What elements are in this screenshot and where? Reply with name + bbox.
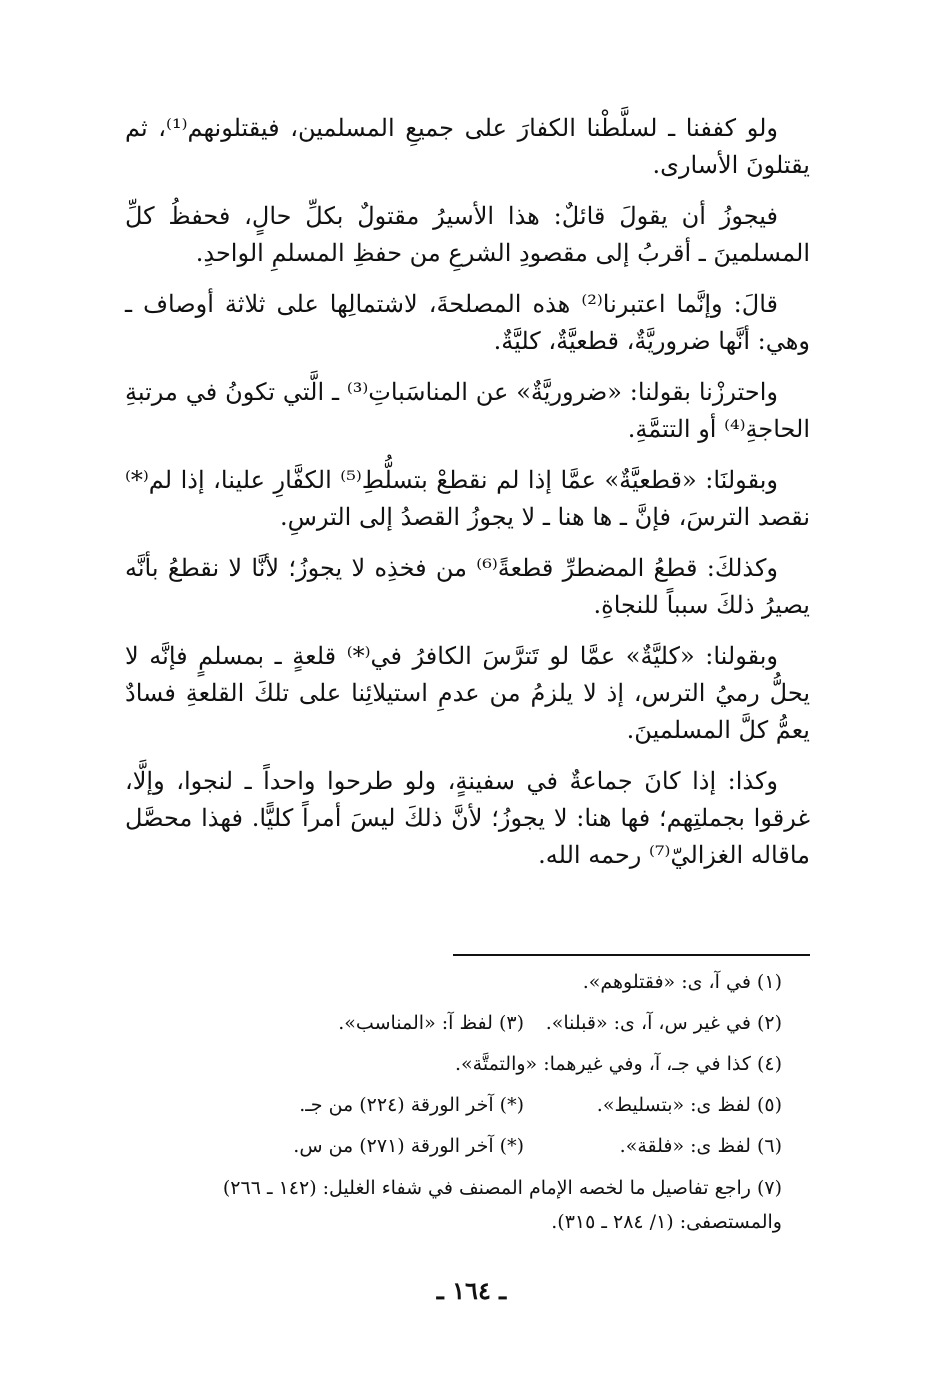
footnote-2: (٢) في غير س، آ، ى: «قبلنا». xyxy=(545,1012,782,1034)
footnote-divider xyxy=(453,954,810,956)
paragraph: وكذلكَ: قطعُ المضطرِّ قطعةً⁽⁶⁾ من فخذِه لا يجوزُ؛ لأنَّا لا نقطعُ بأنَّه يصيرُ ذلكَ سبباً للنجاةِ. xyxy=(125,554,810,619)
footnote-3: (٣) لفظ آ: «المناسب». xyxy=(338,1012,524,1034)
footnote-folio-b: (*) آخر الورقة (٢٧١) من س. xyxy=(293,1135,524,1157)
footnotes xyxy=(125,962,810,1239)
footnote-6: (٦) لفظ ى: «فلقة». xyxy=(619,1135,782,1157)
paragraph: قالَ: وإنَّما اعتبرنا⁽²⁾ هذه المصلحةَ، لاشتمالِها على ثلاثة أوصاف ـ وهي: أنَّها ضروريَّةٌ، قطعيَّةٌ، كليَّةٌ. xyxy=(125,290,810,355)
paragraph: ولو كففنا ـ لسلَّطْنا الكفارَ على جميعِ المسلمين، فيقتلونهم⁽¹⁾، ثم يقتلونَ الأسارى. xyxy=(125,114,810,179)
paragraph: وبقولنا: «كليَّةٌ» عمَّا لو تَترَّسَ الكافرُ في⁽*⁾ قلعةٍ ـ بمسلمٍ فإنَّه لا يحلُّ رميُ الترس، إذ لا يلزمُ من عدمِ استيلائِنا على تلكَ القلعةِ فسادٌ يعمُّ كلَّ المسلمينَ. xyxy=(125,642,810,744)
paragraph: وكذا: إذا كانَ جماعةٌ في سفينةٍ، ولو طرحوا واحداً ـ لنجوا، وإلَّا، غرقوا بجملتِهم؛ فها هنا: لا يجوزُ؛ لأنَّ ذلكَ ليسَ أمراً كليًّا. فهذا محصَّل ماقاله الغزاليّ⁽⁷⁾ رحمه الله. xyxy=(125,767,810,869)
footnote-7: (٧) راجع تفاصيل ما لخصه الإمام المصنف في شفاء الغليل: (١٤٢ ـ ٢٦٦) والمستصفى: (١/ ٢٨٤ ـ ٣١٥). xyxy=(222,1177,782,1233)
paragraph: فيجوزُ أن يقولَ قائلٌ: هذا الأسيرُ مقتولٌ بكلِّ حالٍ، فحفظُ كلِّ المسلمينَ ـ أقربُ إلى مقصودِ الشرعِ من حفظِ المسلمِ الواحدِ. xyxy=(125,202,810,267)
footnote-folio-a: (*) آخر الورقة (٢٢٤) من جـ. xyxy=(299,1094,524,1116)
footnote-line xyxy=(125,1085,810,1126)
footnote-line xyxy=(125,1044,810,1085)
footnote-line xyxy=(125,962,810,1003)
main-text xyxy=(125,110,810,874)
footnote-line xyxy=(125,1003,810,1044)
footnote-5: (٥) لفظ ى: «بتسليط». xyxy=(596,1094,782,1116)
page-number: ـ ١٦٤ ـ xyxy=(436,1276,507,1305)
footnote-4: (٤) كذا في جـ، آ، وفي غيرهما: «والتمتَّة». xyxy=(454,1053,782,1075)
footnote-1: (١) في آ، ى: «فقتلوهم». xyxy=(582,971,782,993)
paragraph: وبقولنَا: «قطعيَّةٌ» عمَّا إذا لم نقطعْ بتسلُّطِ⁽⁵⁾ الكفَّارِ علينا، إذا لم⁽*⁾ نقصد الترسَ، فإنَّ ـ ها هنا ـ لا يجوزُ القصدُ إلى الترسِ. xyxy=(125,466,810,531)
paragraph: واحترزْنا بقولنا: «ضروريَّةٌ» عن المناسَباتِ⁽³⁾ ـ الَّتي تكونُ في مرتبةِ الحاجةِ⁽⁴⁾ أو التتمَّةِ. xyxy=(125,378,810,443)
footnote-line xyxy=(125,1126,810,1167)
